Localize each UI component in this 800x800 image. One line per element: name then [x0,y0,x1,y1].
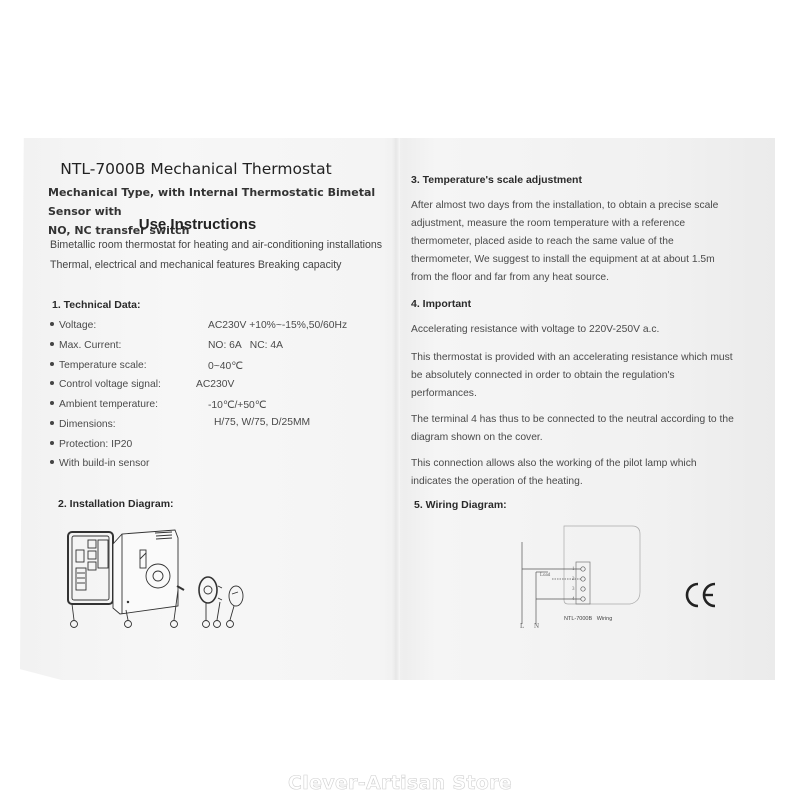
subtitle-line: Mechanical Type, with Internal Thermostatic Bimetal Sensor with [48,186,376,218]
bullet-icon [50,401,54,405]
important-paragraph-3 [411,411,771,447]
spec-value-voltage: AC230V +10%~-15%,50/60Hz [208,320,348,331]
paragraph-line: After almost two days from the installation, to obtain a precise scale [411,200,719,211]
bullet-icon [50,421,54,425]
installation-diagram [60,520,260,635]
wiring-caption: NTL-7000B Wiring [564,616,613,622]
document-title: NTL-7000B Mechanical Thermostat [60,160,332,178]
bullet-icon [50,381,54,385]
store-watermark: Clever-Artisan Store [288,772,512,794]
important-paragraph-2 [411,349,771,403]
technical-data-heading: 1. Technical Data: [52,299,141,311]
spec-label-voltage: Voltage: [50,320,96,331]
important-heading: 4. Important [411,298,472,310]
intro-line: Thermal, electrical and mechanical features Breaking capacity [50,259,342,271]
line-label-l: L [520,622,525,630]
spec-value-dimensions: H/75, W/75, D/25MM [214,417,311,428]
important-paragraph-4 [411,455,771,491]
scale-adjustment-paragraph [411,197,771,287]
bullet-icon [50,362,54,366]
paragraph-line: This connection allows also the working of the pilot lamp which [411,458,697,469]
ce-mark-icon [684,582,718,608]
paragraph-line: diagram shown on the cover. [411,432,543,443]
scale-adjustment-heading: 3. Temperature's scale adjustment [411,174,582,186]
line-label-n: N [534,622,540,630]
spec-label-max-current: Max. Current: [50,340,121,351]
spec-label-dimensions: Dimensions: [50,419,116,430]
spec-build-in-sensor: With build-in sensor [50,458,149,469]
installation-diagram-heading: 2. Installation Diagram: [58,498,174,510]
terminal-label: 4 [572,597,575,602]
terminal-label: 2 [572,577,575,582]
paragraph-line: indicates the operation of the heating. [411,476,583,487]
paragraph-line: be absolutely connected in order to obtain the regulation's [411,370,675,381]
spec-label-temperature-scale: Temperature scale: [50,360,147,371]
spec-value-control-voltage: AC230V [196,379,235,390]
paragraph-line: adjustment, measure the room temperature with a reference [411,218,686,229]
paragraph-line: thermometer, placed aside to reach the same value of the [411,236,674,247]
spec-label-ambient-temperature: Ambient temperature: [50,399,158,410]
load-label: Load [540,573,551,578]
intro-line: Bimetallic room thermostat for heating and air-conditioning installations [50,239,383,251]
terminal-label: 3 [572,587,575,592]
important-paragraph-1: Accelerating resistance with voltage to 220V-250V a.c. [411,324,660,335]
wiring-diagram [512,522,652,630]
paragraph-line: This thermostat is provided with an accelerating resistance which must [411,352,733,363]
bullet-icon [50,460,54,464]
spec-value-ambient-temperature: -10℃/+50℃ [208,400,267,411]
paragraph-line: The terminal 4 has thus to be connected to the neutral according to the [411,414,734,425]
spec-value-temperature-scale: 0~40℃ [208,361,243,372]
spec-value-max-current: NO: 6A NC: 4A [208,340,283,351]
spec-label-control-voltage: Control voltage signal: [50,379,161,390]
paragraph-line: performances. [411,388,477,399]
spec-protection: Protection: IP20 [50,439,132,450]
use-instructions-heading: Use Instructions [138,216,257,233]
subtitle-line: NO, NC transfer switch [48,224,190,237]
bullet-icon [50,441,54,445]
bullet-icon [50,322,54,326]
wiring-diagram-heading: 5. Wiring Diagram: [414,499,507,511]
paragraph-line: thermometer, We suggest to install the equipment at at about 1.5m [411,254,715,265]
paragraph-line: from the floor and far from any heat source. [411,272,610,283]
terminal-label: 1 [572,567,575,572]
bullet-icon [50,342,54,346]
